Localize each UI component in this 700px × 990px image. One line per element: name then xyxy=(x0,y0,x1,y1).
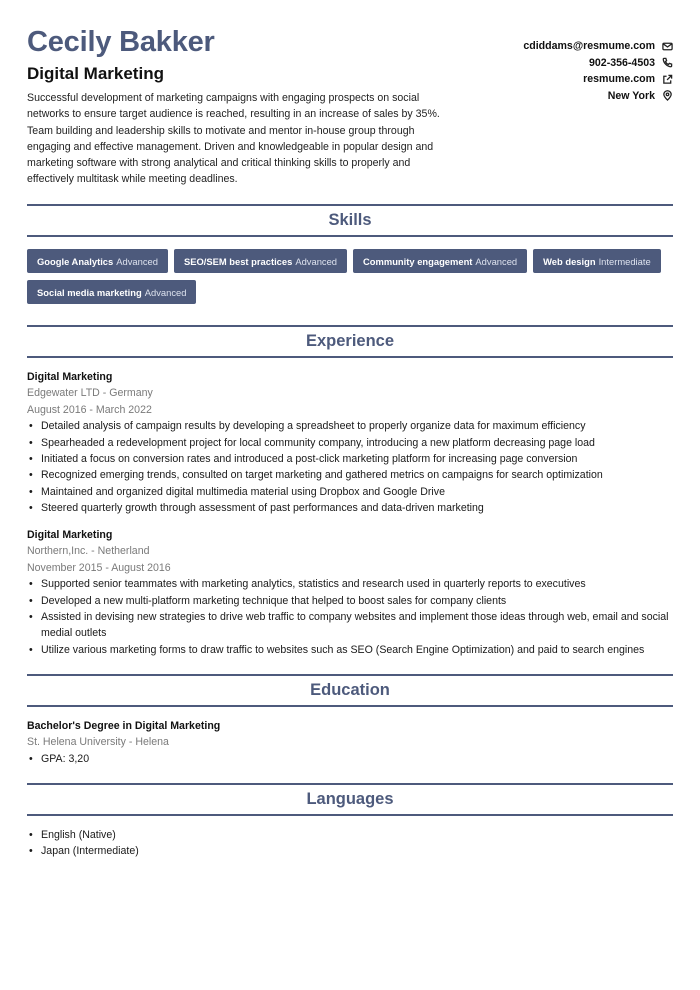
contact-email[interactable] xyxy=(523,38,673,55)
skill-tag xyxy=(533,249,661,273)
languages-heading-text: Languages xyxy=(306,790,394,808)
education-entry xyxy=(27,718,673,767)
experience-bullets xyxy=(27,418,673,516)
experience-bullet: • Recognized emerging trends, consulted on target marketing and gathered metrics on campaigns for search optimization xyxy=(27,467,673,483)
skill-tag xyxy=(27,280,196,304)
experience-bullet: • Assisted in devising new strategies to drive web traffic to company websites and implement those ideas through web, email and social medial outlets xyxy=(27,609,673,642)
external-link-icon xyxy=(661,73,673,85)
experience-role: Digital Marketing xyxy=(27,529,113,541)
experience-bullet: • Supported senior teammates with marketing analytics, statistics and research used in quarterly reports to executives xyxy=(27,576,673,592)
skill-level: Advanced xyxy=(475,255,518,267)
education-school: St. Helena University - Helena xyxy=(27,736,169,749)
contact-list xyxy=(523,38,673,104)
experience-entry xyxy=(27,527,673,658)
skill-name: Web design xyxy=(543,255,596,267)
experience-bullet: • Initiated a focus on conversion rates and introduced a post-click marketing platform for increasing page conversion xyxy=(27,451,673,467)
experience-role: Digital Marketing xyxy=(27,371,113,383)
resume-header xyxy=(27,0,673,200)
skill-level: Advanced xyxy=(116,255,158,267)
education-heading-text: Education xyxy=(310,681,390,699)
skill-tag xyxy=(27,249,168,273)
resume-page xyxy=(27,0,673,858)
language-item: • Japan (Intermediate) xyxy=(27,843,673,859)
education-bullet: • GPA: 3,20 xyxy=(27,751,673,767)
education-bullets xyxy=(27,751,673,767)
languages-section-heading xyxy=(27,783,673,816)
skills-list xyxy=(27,249,673,304)
experience-heading-text: Experience xyxy=(305,332,395,350)
skill-name: Community engagement xyxy=(363,255,473,267)
skill-level: Intermediate xyxy=(598,255,651,267)
experience-dates: August 2016 - March 2022 xyxy=(27,403,152,416)
candidate-name: Cecily Bakker xyxy=(27,26,215,58)
experience-dates: November 2015 - August 2016 xyxy=(27,561,171,574)
skill-level: Advanced xyxy=(295,255,338,267)
skill-name: Google Analytics xyxy=(37,255,114,267)
experience-bullet: • Maintained and organized digital multimedia material using Dropbox and Google Drive xyxy=(27,484,673,500)
contact-phone[interactable] xyxy=(523,55,673,72)
experience-bullet: • Detailed analysis of campaign results by developing a spreadsheet to properly organize data for maximum efficiency xyxy=(27,418,673,434)
contact-location-text: New York xyxy=(607,89,655,102)
skill-level: Advanced xyxy=(144,286,187,298)
experience-company: Edgewater LTD - Germany xyxy=(27,387,153,400)
contact-phone-text[interactable]: 902-356-4503 xyxy=(589,56,655,69)
experience-bullet: • Steered quarterly growth through assessment of past performances and data-driven marketing xyxy=(27,500,673,516)
experience-entry xyxy=(27,369,673,517)
experience-company: Northern,Inc. - Netherland xyxy=(27,545,150,558)
languages-entry xyxy=(27,827,673,860)
location-pin-icon xyxy=(661,90,673,102)
phone-icon xyxy=(661,57,673,69)
experience-bullet: • Utilize various marketing forms to draw traffic to websites such as SEO (Search Engine Optimization) and paid to search engines xyxy=(27,642,673,658)
contact-email-text[interactable]: cdiddams@resmume.com xyxy=(523,40,655,53)
experience-bullet: • Developed a new multi-platform marketing technique that helped to boost sales for company clients xyxy=(27,593,673,609)
job-title: Digital Marketing xyxy=(27,64,164,83)
language-item: • English (Native) xyxy=(27,827,673,843)
skills-heading-text: Skills xyxy=(328,211,372,229)
skills-section-heading xyxy=(27,204,673,237)
contact-website-text[interactable]: resmume.com xyxy=(583,73,655,86)
experience-bullet: • Spearheaded a redevelopment project for local community company, introducing a new platform decreasing page load xyxy=(27,435,673,451)
experience-bullets xyxy=(27,576,673,658)
skill-tag xyxy=(174,249,347,273)
contact-website[interactable] xyxy=(523,71,673,88)
languages-list xyxy=(27,827,673,860)
skill-name: Social media marketing xyxy=(37,286,142,298)
skill-name: SEO/SEM best practices xyxy=(183,255,293,267)
experience-section-heading xyxy=(27,325,673,358)
skill-tag xyxy=(353,249,527,273)
mail-icon xyxy=(661,40,673,52)
contact-location xyxy=(523,88,673,105)
education-section-heading xyxy=(27,674,673,707)
education-degree: Bachelor's Degree in Digital Marketing xyxy=(27,720,221,732)
profile-summary: Successful development of marketing campaigns with engaging prospects on social networks to ensure target audience is reached, resulting in an increase of sales by 35%. Team building and leadership skills to motivate and mentor in-house group through engaging and effective management. Driven and knowledgeable in popular design and marketing software with strong analytical and critical thinking skills to properly and effectively multitask while meeting deadlines. xyxy=(27,92,440,186)
